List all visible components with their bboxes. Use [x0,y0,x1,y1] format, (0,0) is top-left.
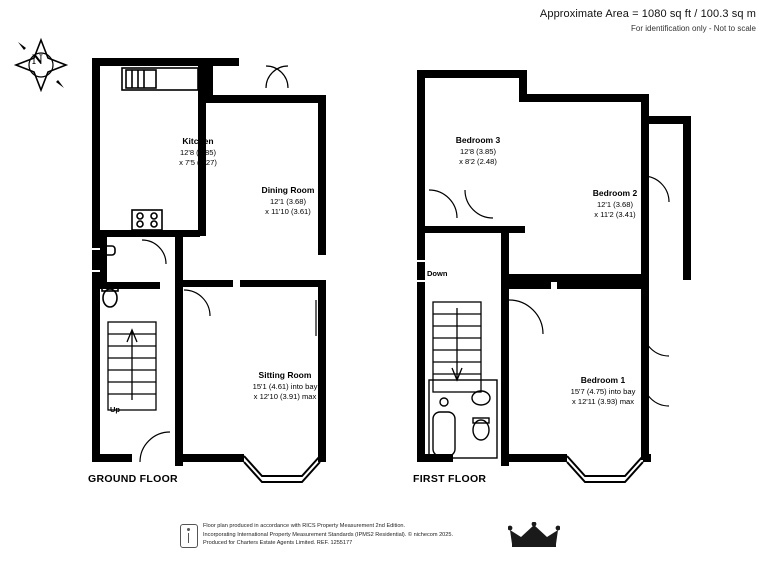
bedroom1-name: Bedroom 1 [580,375,626,385]
ground-floor-title: GROUND FLOOR [88,473,178,485]
room-label-bedroom3 [456,135,500,167]
kitchen-dim-1: 12'8 (3.85) [179,148,217,158]
crown-logo [508,522,560,553]
room-label-sitting [253,370,318,402]
kitchen-name: Kitchen [182,136,214,146]
room-label-bedroom2 [593,188,637,220]
compass-rose [10,34,72,96]
bedroom2-name: Bedroom 2 [592,188,638,198]
measure-icon [180,524,198,548]
compass-north-label: N [32,52,43,68]
ground-stairs [108,322,156,410]
stairs-down-label: Down [427,269,448,278]
bedroom1-dim-2: x 12'11 (3.93) max [571,397,635,407]
sitting-name: Sitting Room [258,370,312,380]
sitting-dim-1: 15'1 (4.61) into bay [252,382,318,392]
footer-line-1: Floor plan produced in accordance with RICS Property Measurement 2nd Edition. [203,523,406,529]
first-floor-title: FIRST FLOOR [413,473,487,485]
dining-dim-2: x 11'10 (3.61) [265,207,311,217]
room-label-kitchen [179,136,217,168]
footer-text [203,522,453,548]
dining-name: Dining Room [261,185,315,195]
bedroom1-dim-1: 15'7 (4.75) into bay [570,387,636,397]
footer-line-3: Produced for Charters Estate Agents Limited. REF. 1255177 [203,540,353,547]
first-stairs [433,302,481,392]
room-label-dining [262,185,315,217]
stairs-up-label: Up [110,405,120,414]
bedroom3-dim-1: 12'8 (3.85) [459,147,497,157]
bedroom3-name: Bedroom 3 [455,135,501,145]
ground-floor-drawing [80,50,380,500]
approximate-area-text: Approximate Area = 1080 sq ft / 100.3 sq m [539,8,756,20]
footer-line-2: Incorporating International Property Measurement Standards (IPMS2 Residential). © nichecom 2025. [203,531,454,538]
first-floor-plan [405,50,705,490]
ground-floor-plan [80,50,370,490]
room-label-bedroom1 [571,375,636,407]
bedroom3-dim-2: x 8'2 (2.48) [459,157,497,167]
door-arcs [140,66,316,462]
dining-dim-1: 12'1 (3.68) [269,197,307,207]
identification-note: For identification only - Not to scale [631,24,756,33]
crown-icon [508,522,560,548]
bedroom2-dim-2: x 11'2 (3.41) [594,210,636,220]
kitchen-dim-2: x 7'5 (2.27) [179,158,217,168]
bedroom2-dim-1: 12'1 (3.68) [596,200,634,210]
sitting-dim-2: x 12'10 (3.91) max [253,392,317,402]
first-floor-drawing [405,50,705,500]
header [540,8,756,33]
footer [0,522,768,562]
